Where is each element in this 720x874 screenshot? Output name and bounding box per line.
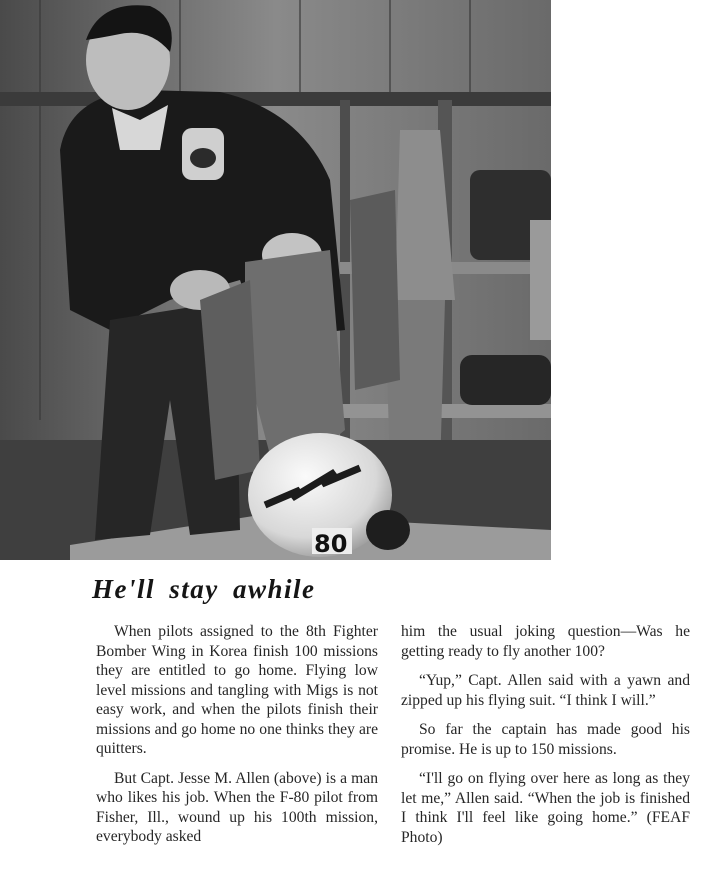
article-left-column xyxy=(96,622,378,857)
article-right-column xyxy=(401,622,690,857)
article-photo xyxy=(0,0,551,560)
article-paragraph: But Capt. Jesse M. Allen (above) is a man who likes his job. When the F-80 pilot from Fisher, Ill., wound up his 100th mission, everybody asked xyxy=(96,769,378,845)
article-paragraph: When pilots assigned to the 8th Fighter Bomber Wing in Korea finish 100 missions they are entitled to go home. Flying low level missions and tangling with Migs is not easy work, and when the pilots finish their missions and go home no one thinks they are quitters. xyxy=(96,623,378,757)
article-paragraph: So far the captain has made good his promise. He is up to 150 missions. xyxy=(401,721,690,758)
article-headline: He'll stay awhile xyxy=(92,574,316,604)
article-paragraph: him the usual joking question—Was he getting ready to fly another 100? xyxy=(401,623,690,660)
article-paragraph: “Yup,” Capt. Allen said with a yawn and zipped up his flying suit. “I think I will.” xyxy=(401,672,690,709)
article-paragraph: “I'll go on flying over here as long as they let me,” Allen said. “When the job is finished I think I'll feel like going home.” (FEAF Photo) xyxy=(401,770,690,846)
pilot-photo-illustration xyxy=(0,0,551,560)
helmet-marking-text: 80 xyxy=(314,530,348,558)
